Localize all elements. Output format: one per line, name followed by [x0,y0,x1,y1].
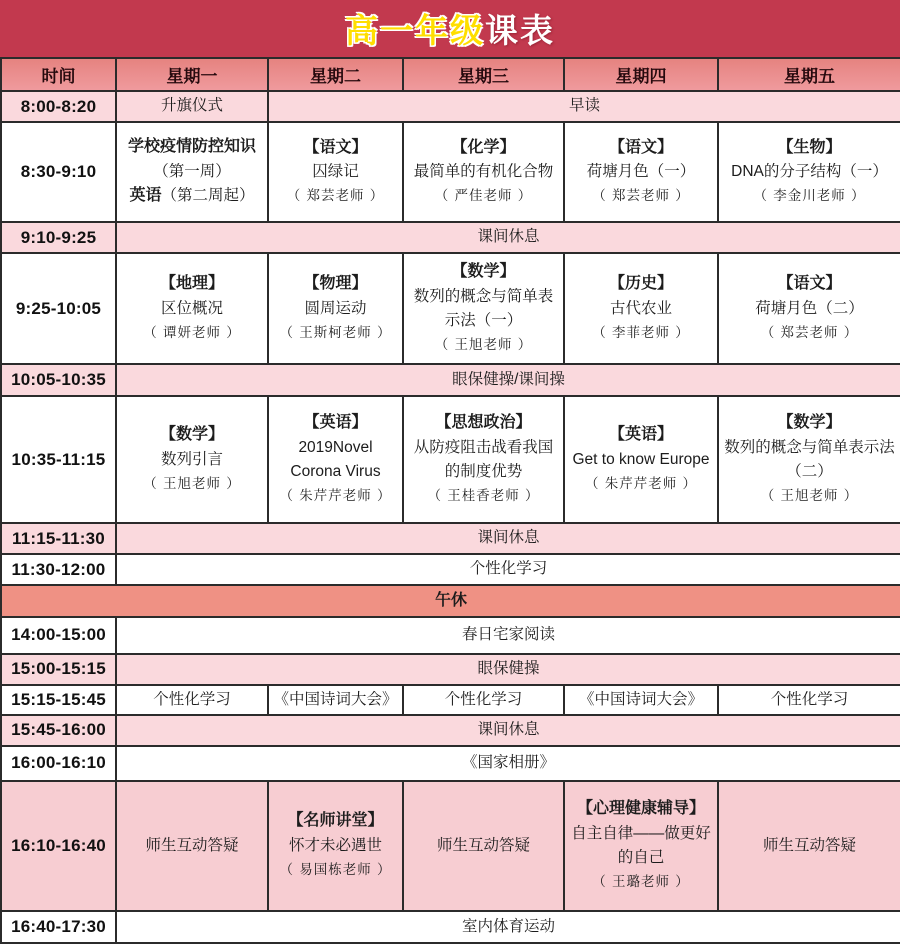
cell-line: 眼保健操 [477,660,540,678]
cell-line: 升旗仪式 [160,97,223,115]
cell-line: （ 王旭老师 ） [760,487,859,504]
cell-line: 《中国诗词大会》 [273,690,398,708]
schedule-cell [564,122,718,222]
schedule-cell [564,253,718,364]
time-cell: 16:40-17:30 [1,911,116,943]
cell-line: 数列的概念与简单表示法（二） [724,438,895,480]
schedule-cell [564,685,718,715]
cell-line: 个性化学习 [444,690,523,708]
schedule-cell [403,122,564,222]
schedule-cell [268,253,403,364]
time-cell: 15:15-15:45 [1,685,116,715]
column-header-0: 时间 [1,58,116,91]
cell-line: 师生互动答疑 [145,836,239,854]
cell-line: 【思想政治】 [435,414,532,432]
schedule-cell [116,654,900,685]
cell-line: （ 郑芸老师 ） [286,188,385,205]
cell-line: （ 严佳老师 ） [434,188,533,205]
cell-line: 【英语】 [608,426,673,444]
cell-line: 早读 [568,97,600,115]
schedule-cell [564,396,718,523]
schedule-cell [403,781,564,911]
schedule-cell [116,91,268,122]
time-cell: 15:45-16:00 [1,715,116,746]
schedule-cell [116,364,900,396]
page-title-grade: 高一年级 [345,12,485,49]
schedule-body [1,91,900,943]
column-header-1: 星期一 [116,58,268,91]
cell-line: （ 王桂香老师 ） [427,487,540,504]
cell-line: 自主自律——做更好的自己 [571,825,711,867]
cell-line: 荷塘月色（一） [586,163,696,181]
cell-line: （ 王璐老师 ） [592,874,690,891]
schedule-cell [116,122,268,222]
schedule-table [0,57,900,944]
time-cell: 8:30-9:10 [1,122,116,222]
table-row [1,396,900,523]
column-header-4: 星期四 [564,58,718,91]
cell-line: 最简单的有机化合物 [413,163,554,181]
title-banner [0,0,900,57]
table-row [1,685,900,715]
schedule-cell [116,617,900,654]
page-title-suffix: 课表 [485,12,555,49]
schedule-cell [718,122,900,222]
cell-line: 囚绿记 [312,163,359,181]
table-row [1,523,900,554]
cell-line: 古代农业 [609,299,672,317]
table-row [1,222,900,253]
cell-line: 师生互动答疑 [762,836,856,854]
cell-line: 区位概况 [160,299,223,317]
cell-line: 【语文】 [608,138,673,156]
time-cell: 10:05-10:35 [1,364,116,396]
cell-line: 个性化学习 [770,690,849,708]
cell-line: （ 李金川老师 ） [753,188,866,205]
cell-line: 【历史】 [608,275,673,293]
schedule-cell [116,781,268,911]
cell-line: 个性化学习 [469,560,548,578]
table-row [1,585,900,617]
cell-line: 【地理】 [159,275,224,293]
time-cell: 16:00-16:10 [1,746,116,781]
cell-line: （第一周） [153,162,231,180]
cell-line: （ 王旭老师 ） [434,336,533,353]
table-row [1,253,900,364]
cell-line: 【生物】 [777,138,842,156]
schedule-cell [268,685,403,715]
cell-line: 荷塘月色（二） [755,299,864,317]
cell-line: 【数学】 [451,263,516,281]
cell-line: 【心理健康辅导】 [576,800,705,818]
schedule-cell [403,396,564,523]
cell-line: 数列引言 [160,450,223,468]
schedule-cell [116,746,900,781]
table-row [1,91,900,122]
schedule-cell [116,685,268,715]
schedule-cell [268,396,403,523]
cell-line: （ 郑芸老师 ） [760,324,859,341]
schedule-cell [116,554,900,585]
schedule-cell [718,396,900,523]
table-row [1,781,900,911]
column-header-5: 星期五 [718,58,900,91]
cell-line: 《中国诗词大会》 [578,690,703,708]
cell-line: （ 朱芹芹老师 ） [279,487,392,504]
header-row [1,58,900,91]
cell-line: 【英语】 [303,414,368,432]
cell-line: 《国家相册》 [461,754,555,772]
cell-line: 学校疫情防控知识 [127,138,256,156]
cell-line: 眼保健操/课间操 [452,370,565,388]
schedule-cell [116,396,268,523]
cell-line: 【物理】 [303,275,368,293]
cell-line: 怀才未必遇世 [288,837,382,855]
table-row [1,554,900,585]
schedule-cell [116,911,900,943]
time-cell: 9:25-10:05 [1,253,116,364]
schedule-cell [403,685,564,715]
table-row [1,122,900,222]
cell-line: 从防疫阻击战看我国的制度优势 [413,438,554,480]
cell-line: （ 王旭老师 ） [143,475,241,492]
time-cell: 16:10-16:40 [1,781,116,911]
table-row [1,746,900,781]
column-header-2: 星期二 [268,58,403,91]
time-cell: 15:00-15:15 [1,654,116,685]
cell-line: （ 易国栋老师 ） [279,862,392,879]
cell-line: Get to know Europe [572,450,710,468]
cell-line: （ 王斯柯老师 ） [279,324,392,341]
table-row [1,911,900,943]
table-row [1,654,900,685]
schedule-cell [116,715,900,746]
schedule-cell [718,685,900,715]
schedule-cell [116,222,900,253]
schedule-cell [268,122,403,222]
cell-line: 个性化学习 [153,690,231,708]
cell-line: 【化学】 [451,138,516,156]
cell-line: （ 朱芹芹老师 ） [584,475,698,492]
cell-line: 英语（第二周起） [129,187,255,204]
cell-line: 圆周运动 [304,299,367,317]
schedule-cell [116,253,268,364]
cell-line: （ 李菲老师 ） [592,324,690,341]
cell-line: DNA的分子结构（一） [731,163,888,181]
table-row [1,617,900,654]
schedule-cell [116,523,900,554]
schedule-cell [1,585,900,617]
cell-line: 【数学】 [777,414,842,432]
time-cell: 11:30-12:00 [1,554,116,585]
schedule-cell [268,91,900,122]
cell-line: 午休 [434,592,467,609]
schedule-cell [718,781,900,911]
time-cell: 8:00-8:20 [1,91,116,122]
schedule-cell [564,781,718,911]
time-cell: 14:00-15:00 [1,617,116,654]
table-row [1,715,900,746]
time-cell: 10:35-11:15 [1,396,116,523]
cell-line: 师生互动答疑 [436,836,530,854]
schedule-cell [268,781,403,911]
time-cell: 11:15-11:30 [1,523,116,554]
cell-line: 数列的概念与简单表示法（一） [413,287,554,329]
column-header-3: 星期三 [403,58,564,91]
schedule-cell [718,253,900,364]
cell-line: 【语文】 [777,275,842,293]
cell-line: 【名师讲堂】 [287,812,384,830]
cell-line: 春日宅家阅读 [461,626,555,644]
time-cell: 9:10-9:25 [1,222,116,253]
cell-line: 课间休息 [477,721,540,739]
cell-line: 课间休息 [477,529,540,547]
cell-line: 【数学】 [159,426,224,444]
table-row [1,364,900,396]
cell-line: （ 谭妍老师 ） [143,324,241,341]
cell-line: 室内体育运动 [461,917,555,935]
cell-line: （ 郑芸老师 ） [592,188,690,205]
cell-line: 2019Novel Corona Virus [290,438,381,480]
cell-line: 【语文】 [303,138,368,156]
schedule-cell [403,253,564,364]
cell-line: 课间休息 [477,228,540,246]
